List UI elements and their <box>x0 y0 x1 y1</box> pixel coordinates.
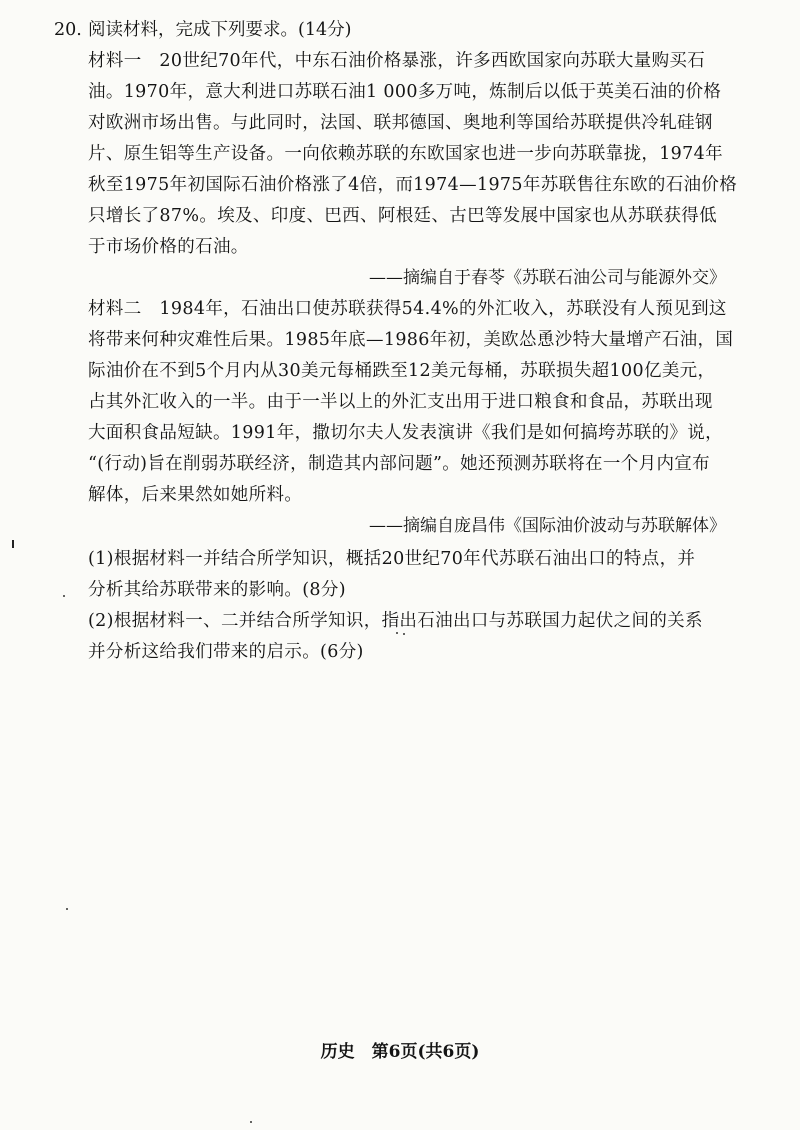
material-two-source: ——摘编自庞昌伟《国际油价波动与苏联解体》 <box>369 516 726 536</box>
material-one-line: 对欧洲市场出售。与此同时，法国、联邦德国、奥地利等国给苏联提供冷轧硅钢 <box>88 113 713 133</box>
material-one-line: 秋至1975年初国际石油价格涨了4倍，而1974—1975年苏联售往东欧的石油价格 <box>88 175 738 195</box>
scan-artifact <box>12 540 14 548</box>
question-number: 20. <box>54 20 82 40</box>
material-one-line: 片、原生铝等生产设备。一向依赖苏联的东欧国家也进一步向苏联靠拢，1974年 <box>88 144 723 164</box>
page-footer: 历史 第6页(共6页) <box>320 1042 480 1062</box>
material-one-line: 于市场价格的石油。 <box>88 237 249 257</box>
material-two-line: 将带来何种灾难性后果。1985年底—1986年初，美欧怂恿沙特大量增产石油，国 <box>88 330 734 350</box>
scan-artifact <box>396 632 398 634</box>
scan-artifact <box>66 908 68 910</box>
material-one-source: ——摘编自于春苓《苏联石油公司与能源外交》 <box>369 268 726 288</box>
scan-artifact <box>403 633 405 635</box>
sub-question-line: 并分析这给我们带来的启示。(6分) <box>88 642 364 662</box>
sub-question-line: (1)根据材料一并结合所学知识，概括20世纪70年代苏联石油出口的特点，并 <box>88 549 696 569</box>
material-two-line: 解体，后来果然如她所料。 <box>88 485 303 505</box>
material-one-line: 材料一 20世纪70年代，中东石油价格暴涨，许多西欧国家向苏联大量购买石 <box>88 51 706 71</box>
scan-artifact <box>63 595 65 597</box>
scan-artifact <box>250 1121 252 1123</box>
sub-question-line: 分析其给苏联带来的影响。(8分) <box>88 580 346 600</box>
question-title: 阅读材料，完成下列要求。(14分) <box>88 20 352 40</box>
material-two-line: “(行动)旨在削弱苏联经济，制造其内部问题”。她还预测苏联将在一个月内宣布 <box>88 454 710 474</box>
material-one-line: 油。1970年，意大利进口苏联石油1 000多万吨，炼制后以低于英美石油的价格 <box>88 82 722 102</box>
sub-question-line: (2)根据材料一、二并结合所学知识，指出石油出口与苏联国力起伏之间的关系 <box>88 611 703 631</box>
material-one-line: 只增长了87%。埃及、印度、巴西、阿根廷、古巴等发展中国家也从苏联获得低 <box>88 206 717 226</box>
material-two-line: 材料二 1984年，石油出口使苏联获得54.4%的外汇收入，苏联没有人预见到这 <box>88 299 727 319</box>
material-two-line: 际油价在不到5个月内从30美元每桶跌至12美元每桶，苏联损失超100亿美元， <box>88 361 716 381</box>
material-two-line: 占其外汇收入的一半。由于一半以上的外汇支出用于进口粮食和食品，苏联出现 <box>88 392 713 412</box>
material-two-line: 大面积食品短缺。1991年，撒切尔夫人发表演讲《我们是如何搞垮苏联的》说， <box>88 423 723 443</box>
